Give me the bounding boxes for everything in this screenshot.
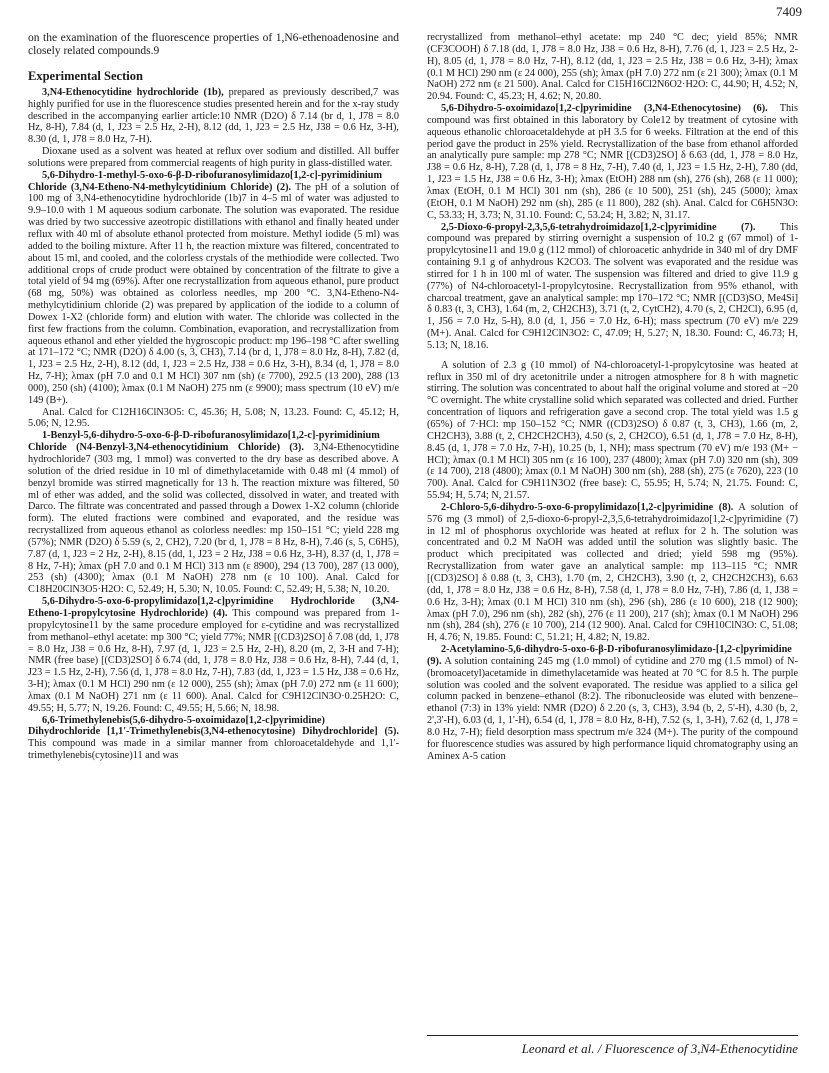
paragraph-compound-4	[28, 596, 399, 714]
paragraph-anal-2: Anal. Calcd for C12H16ClN3O5: C, 45.36; H, 5.08; N, 13.23. Found: C, 45.12; H, 5.06; N, 12.95.	[28, 406, 399, 430]
running-footer: Leonard et al. / Fluorescence of 3,N4-Ethenocytidine	[427, 1035, 798, 1057]
compound-title-6: 5,6-Dihydro-5-oxoimidazo[1,2-c]pyrimidine (3,N4-Ethenocytosine) (6).	[441, 103, 768, 115]
paragraph-1b	[28, 87, 399, 146]
paragraph-body-3: 3,N4-Ethenocytidine hydrochloride7 (303 mg, 1 mmol) was converted to the dry base as described above. A solution of the dried residue in 10 ml of dimethylacetamide with 0.48 ml (4 mmol) of benzyl bromide was stirred magnetically for 13 h. The reaction mixture was filtered, 50 ml of ether was added, and the solid was collected, dissolved in water, and treated with Darco. The filtrate was concentrated and passed through a Dowex 1-X2 column (chloride form). The eluted fractions were combined and evaporated, and the residue was recrystallized from aqueous ethanol as colorless needles: mp 150–151 °C; yield 228 mg (57%); NMR (D2O) δ 5.59 (s, 2, CH2), 7.20 (br d, 1, J78 = 8 Hz, 8-H), 7.46 (s, 5, C6H5), 7.87 (d, 1, J23 = 2 Hz, 2-H), 8.15 (dd, 1, J23 = 2 Hz, J38 = 0.6 Hz, 3-H), 8.37 (d, 1, J78 = 8 Hz, 7-H); λmax (pH 7.0 and 0.1 M HCl) 313 nm (ε 8900), 294 (13 700), 287 (13 000), 253 (sh) (4300); λmax (0.1 M NaOH) 278 nm (ε 10 100). Anal. Calcd for C18H20ClN3O5·H2O: C, 52.49; H, 5.30; N, 10.05. Found: C, 52.49; H, 5.38; N, 10.20.	[28, 442, 399, 596]
paragraph-body-8: A solution of 576 mg (3 mmol) of 2,5-dioxo-6-propyl-2,3,5,6-tetrahydroimidazo[1,2-c]pyrimidine (7) in 12 ml of phosphorus oxychloride was heated at reflux for 2 h. The solution was concentrated and 0.2 M NaOH was added until the solution was slightly basic. The product which precipitated was collected and dried; yield 598 mg (95%). Recrystallization from water gave an analytical sample: mp 113–115 °C; NMR [(CD3)2SO] δ 0.88 (t, 3, CH3), 1.70 (m, 2, CH2CH3), 3.90 (t, 2, CH2CH2CH3), 6.63 (dd, 1, J78 = 8.0 Hz, J38 = 0.6 Hz, 8-H), 7.58 (d, 1, J78 = 8.0 Hz, 7-H), 7.86 (d, 1, J38 = 0.6 Hz, 3-H); λmax (0.1 M HCl) 310 nm (sh), 296 (sh), 286 (ε 10 600), 218 (12 900); λmax (pH 7.0), 296 nm (sh), 282 (sh), 276 (ε 11 200), 217 (sh); λmax (0.1 M NaOH) 296 nm (sh), 284 (sh), 276 (ε 10 700), 214 (12 900). Anal. Calcd for C9H10ClN3O: C, 51.08; H, 4.76; N, 19.85. Found: C, 51.21; H, 4.82; N, 19.82.	[427, 501, 798, 644]
section-heading: Experimental Section	[28, 69, 143, 83]
paragraph-compound-5-cont: recrystallized from methanol–ethyl acetate: mp 240 °C dec; yield 85%; NMR (CF3COOH) δ 7.18 (dd, 1, J78 = 8.0 Hz, J38 = 0.6 Hz, 8-H), 7.76 (d, 1, J23 = 2.5 Hz, 2-H), 8.05 (d, 1, J78 = 8.0 Hz, 7-H), 8.12 (dd, 1, J23 = 2.5 Hz, J38 = 0.6 Hz, 3-H); λmax (0.1 M HCl) 290 nm (ε 24 000), 255 (sh); λmax (pH 7.0) 272 nm (ε 21 300); λmax (0.1 M NaOH) 272 nm (ε 21 500). Anal. Calcd for C15H16Cl2N6O2·H2O: C, 44.90; H, 4.52; N, 20.94. Found: C, 45.23; H, 4.62; N, 20.80.	[427, 32, 798, 103]
compound-title-3: 1-Benzyl-5,6-dihydro-5-oxo-6-β-D-ribofuranosylimidazo[1,2-c]-pyrimidinium Chloride (N4-Benzyl-3,N4-ethenocytidinium Chloride) (3).	[28, 430, 380, 454]
paragraph-compound-2	[28, 170, 399, 407]
paragraph-body-7: This compound was prepared by stirring overnight a suspension of 10.2 g (67 mmol) of 1-propylcytosine11 and 19.0 g (112 mmol) of chloroacetic anhydride in 340 ml of dry DMF containing 9.1 g of anhydrous K2CO3. The solvent was evaporated and the residue was stirred for 1 h in 100 ml of water. The suspension was filtered and dried to give 11.9 g (77%) of N4-chloroacetyl-1-propylcytosine. Recrystallization from 95% ethanol, with charcoal treatment, gave an analytical sample: mp 170–172 °C; NMR [(CD3)SO, Me4Si] δ 0.83 (t, 3, CH3), 1.64 (m, 2, CH2CH3), 3.71 (t, 2, CytCH2), 4.70 (s, 2, CH2Cl), 6.95 (d, 1, J56 = 7.0 Hz, 5-H), 8.0 (d, 1, J56 = 7.0 Hz, 6-H); mass spectrum (70 eV) m/e 229 (M+). Anal. Calcd for C9H12ClN3O2: C, 47.09; H, 5.27; N, 18.30. Found: C, 46.73; H, 5.13; N, 18.16.	[427, 221, 798, 351]
compound-title-7: 2,5-Dioxo-6-propyl-2,3,5,6-tetrahydroimidazo[1,2-c]pyrimidine (7).	[441, 221, 756, 233]
paragraph-compound-7	[427, 222, 798, 352]
paragraph-body-6: This compound was first obtained in this laboratory by Cole12 by treatment of cytosine with aqueous ethanolic chloroacetaldehyde at pH 3.5 for 6 weeks. Filtration at the end of this period gave the product in 25% yield. Recrystallization of the base from ethanol afforded an analytically pure sample: mp 278 °C; NMR [(CD3)2SO] δ 6.63 (dd, 1, J78 = 8.0 Hz, J38 = 0.6 Hz, 8-H), 7.28 (d, 1, J78 = 8 Hz, 7-H), 7.40 (d, 1, J23 = 1.5 Hz, 2-H), 7.80 (dd, 1, J23 = 1.5 Hz, J38 = 0.6 Hz, 3-H); λmax (EtOH) 288 nm (sh), 276 (sh), 268 (ε 11 000); λmax (EtOH, 0.1 M HCl) 301 nm (sh), 286 (ε 10 500), 251 (sh), 245 (5000); λmax (EtOH, 0.1 M NaOH) 292 nm (sh), 285 (ε 11 800), 282 (sh). Anal. Calcd for C6H5N3O: C, 53.33; H, 3.73; N, 31.10. Found: C, 53.24; H, 3.82; N, 31.17.	[427, 103, 798, 221]
paragraph-body-4: This compound was prepared from 1-propylcytosine11 by the same procedure employed for ε-cytidine and was recrystallized from methanol–ethyl acetate: mp 300 °C; yield 77%; NMR [(CD3)2SO] δ 7.08 (dd, 1, J78 = 8.0 Hz, J38 = 0.6 Hz, 8-H), 7.97 (d, 1, J23 = 2.5 Hz, 2-H), 8.20 (m, 2, 3-H and 7-H); NMR (free base) [(CD3)2SO] δ 6.74 (dd, 1, J78 = 8.0 Hz, J38 = 0.6 Hz, 8-H), 7.44 (d, 1, J23 = 1.5 Hz, 2-H), 7.56 (d, 1, J78 = 8.0 Hz, 7-H), 7.83 (dd, 1, J23 = 1.5 Hz, J38 = 0.6 Hz, 3-H); λmax (0.1 M HCl) 290 nm (ε 12 000), 255 (sh); λmax (pH 7.0) 272 nm (ε 11 600); λmax (0.1 M NaOH) 271 nm (ε 11 600). Anal. Calcd for C9H12ClN3O·0.25H2O: C, 49.55; H, 5.77; N, 19.26. Found: C, 49.55; H, 5.66; N, 18.98.	[28, 607, 399, 714]
page-number: 7409	[776, 4, 802, 19]
paragraph-compound-6	[427, 103, 798, 221]
paragraph-body-5: This compound was made in a similar manner from chloroacetaldehyde and 1,1'-trimethylenebis(cytosine)11 and was	[28, 738, 399, 762]
paragraph-solvents: Dioxane used as a solvent was heated at reflux over sodium and distilled. All buffer solutions were prepared from commercial reagents of high purity in glass-distilled water.	[28, 146, 399, 169]
compound-title-9: 2-Acetylamino-5,6-dihydro-5-oxo-6-β-D-ribofuranosylimidazo-[1,2-c]pyrimidine (9).	[427, 644, 792, 667]
paragraph-compound-8	[427, 502, 798, 644]
paragraph-compound-5	[28, 715, 399, 762]
paragraph-compound-7-hcl: A solution of 2.3 g (10 mmol) of N4-chloroacetyl-1-propylcytosine was heated at reflux in 350 ml of dry acetonitrile under a nitrogen atmosphere for 8 h with magnetic stirring. The solution was concentrated to about half the original volume and stored at −20 °C overnight. The white crystalline solid which separated was collected and dried. Further concentration of liquors and refrigeration gave a second crop. The total yield was 1.5 g (65%) of 7·HCl: mp 150–152 °C; NMR ((CD3)2SO) δ 0.87 (t, 3, CH3), 1.66 (m, 2, CH2CH3), 3.88 (t, 2, CH2CH2CH3), 4.50 (s, 2, CH2CO), 6.51 (d, 1, J78 = 7.0 Hz, 8-H), 8.45 (d, 1, J78 = 7.0 Hz, 7-H), 10.25 (b, 1, NH); mass spectrum (70 eV) m/e 193 (M+ − HCl); λmax (0.1 M HCl) 305 nm (ε 16 100), 237 (4800); λmax (pH 7.0) 320 nm (sh), 309 (ε 14 700), 218 (4800); λmax (0.1 M NaOH) 300 nm (sh), 288 (sh), 275 (ε 7620), 223 (10 700). Anal. Calcd for C9H11N3O2 (free base): C, 55.95; H, 5.74; N, 21.75. Found: C, 55.94; H, 5.74; N, 21.57.	[427, 359, 798, 502]
left-column	[28, 32, 399, 762]
paragraph-body-1b: prepared as previously described,7 was highly purified for use in the fluorescence studies presented herein and for the x-ray study described in the accompanying earlier article:10 NMR (D2O) δ 7.14 (br d, 1, J78 = 8.0 Hz, 8-H), 7.84 (d, 1, J23 = 2.5 Hz, 2-H), 8.12 (dd, 1, J23 = 2.5 Hz, J38 = 0.6 Hz, 3-H), 8.30 (d, 1, J78 = 8.0 Hz, 7-H).	[28, 86, 399, 146]
compound-title-8: 2-Chloro-5,6-dihydro-5-oxo-6-propylimidazo[1,2-c]pyrimidine (8).	[441, 501, 734, 513]
intro-paragraph: on the examination of the fluorescence properties of 1,N6-ethenoadenosine and closely related compounds.9	[28, 32, 399, 57]
compound-title-2: 5,6-Dihydro-1-methyl-5-oxo-6-β-D-ribofuranosylimidazo[1,2-c]-pyrimidinium Chloride (3,N4-Etheno-N4-methylcytidinium Chloride) (2).	[28, 169, 383, 193]
right-column	[427, 32, 798, 762]
paragraph-compound-3	[28, 430, 399, 596]
compound-title-1b: 3,N4-Ethenocytidine hydrochloride (1b),	[42, 86, 224, 98]
paragraph-compound-9	[427, 644, 798, 762]
compound-title-4: 5,6-Dihydro-5-oxo-6-propylimidazo[1,2-c]pyrimidine Hydrochloride (3,N4-Etheno-1-propylcytosine Hydrochloride) (4).	[28, 596, 399, 619]
paragraph-body-2: The pH of a solution of 100 mg of 3,N4-ethenocytidine hydrochloride (1b)7 in 4–5 ml of water was adjusted to 9.9–10.0 with 1 M aqueous sodium carbonate. The solution was evaporated. The residue was dried by two successive azeotropic distillations with ethanol and finally heated under reflux with 40 ml of absolute ethanol protected from moisture. Methyl iodide (5 ml) was added to the boiling mixture. After 11 h, the reaction mixture was filtered, concentrated to about 15 ml, and cooled, and the colorless crystals of the methiodide were collected. Two additional crops of crude product were obtained by concentration of the filtrate to give a total yield of 94 mg (69%). After one recrystallization from aqueous ethanol, pure product (68 mg, 50%) was obtained as colorless needles, mp 200 °C. 3,N4-Etheno-N4-methylcytidinium chloride (2) was prepared by application of the iodide to a column of Dowex 1-X2 (chloride form) and elution with water. The chloride was collected in the first few fractions from the column. Combination, evaporation, and recrystallization from aqueous ethanol and ether yielded the hygroscopic product: mp 196–198 °C after swelling at 171–172 °C; NMR (D2O) δ 4.00 (s, 3, CH3), 7.14 (br d, 1, J78 = 8.0 Hz, 8-H), 7.82 (d, 1, J23 = 2.5 Hz, 2-H), 8.12 (dd, 1, J23 = 2.5 Hz, J38 = 0.6 Hz, 3-H), 8.34 (d, 1, J78 = 8.0 Hz, 7-H); λmax (pH 7.0 and 0.1 M HCl) 307 nm (sh) (ε 7700), 292.5 (13 200), 288 (13 000), 250 (sh) (4100); λmax (0.1 M NaOH) 275 nm (ε 9900); mass spectrum (10 eV) m/e 149 (B+).	[28, 181, 399, 406]
paragraph-body-9: A solution containing 245 mg (1.0 mmol) of cytidine and 270 mg (1.5 mmol) of N-(bromoacetyl)acetamide in dimethylacetamide was heated at 70 °C for 8.5 h. The purple solution was cooled and the solvent evaporated. The residue was applied to a silica gel column packed in benzene–ethanol (8:2). The ribonucleoside was eluted with benzene–ethanol (7:3) in 13% yield: NMR (D2O) δ 2.20 (s, 3, CH3), 3.94 (b, 2, 5'-H), 4.30 (b, 2, 2',3'-H), 6.03 (d, 1, 1'-H), 6.54 (d, 1, J78 = 8.0 Hz, 8-H), 7.52 (s, 1, 3-H), 7.62 (d, 1, J78 = 8.0 Hz, 7-H); field desorption mass spectrum m/e 324 (M+). The purity of the compound for fluorescence studies was assured by high performance liquid chromatography using an Aminex A-5 cation	[427, 655, 798, 762]
compound-title-5: 6,6-Trimethylenebis(5,6-dihydro-5-oxoimidazo[1,2-c]pyrimidine) Dihydrochloride [1,1'-Trimethylenebis(3,N4-ethenocytosine) Dihydrochloride] (5).	[28, 714, 399, 738]
